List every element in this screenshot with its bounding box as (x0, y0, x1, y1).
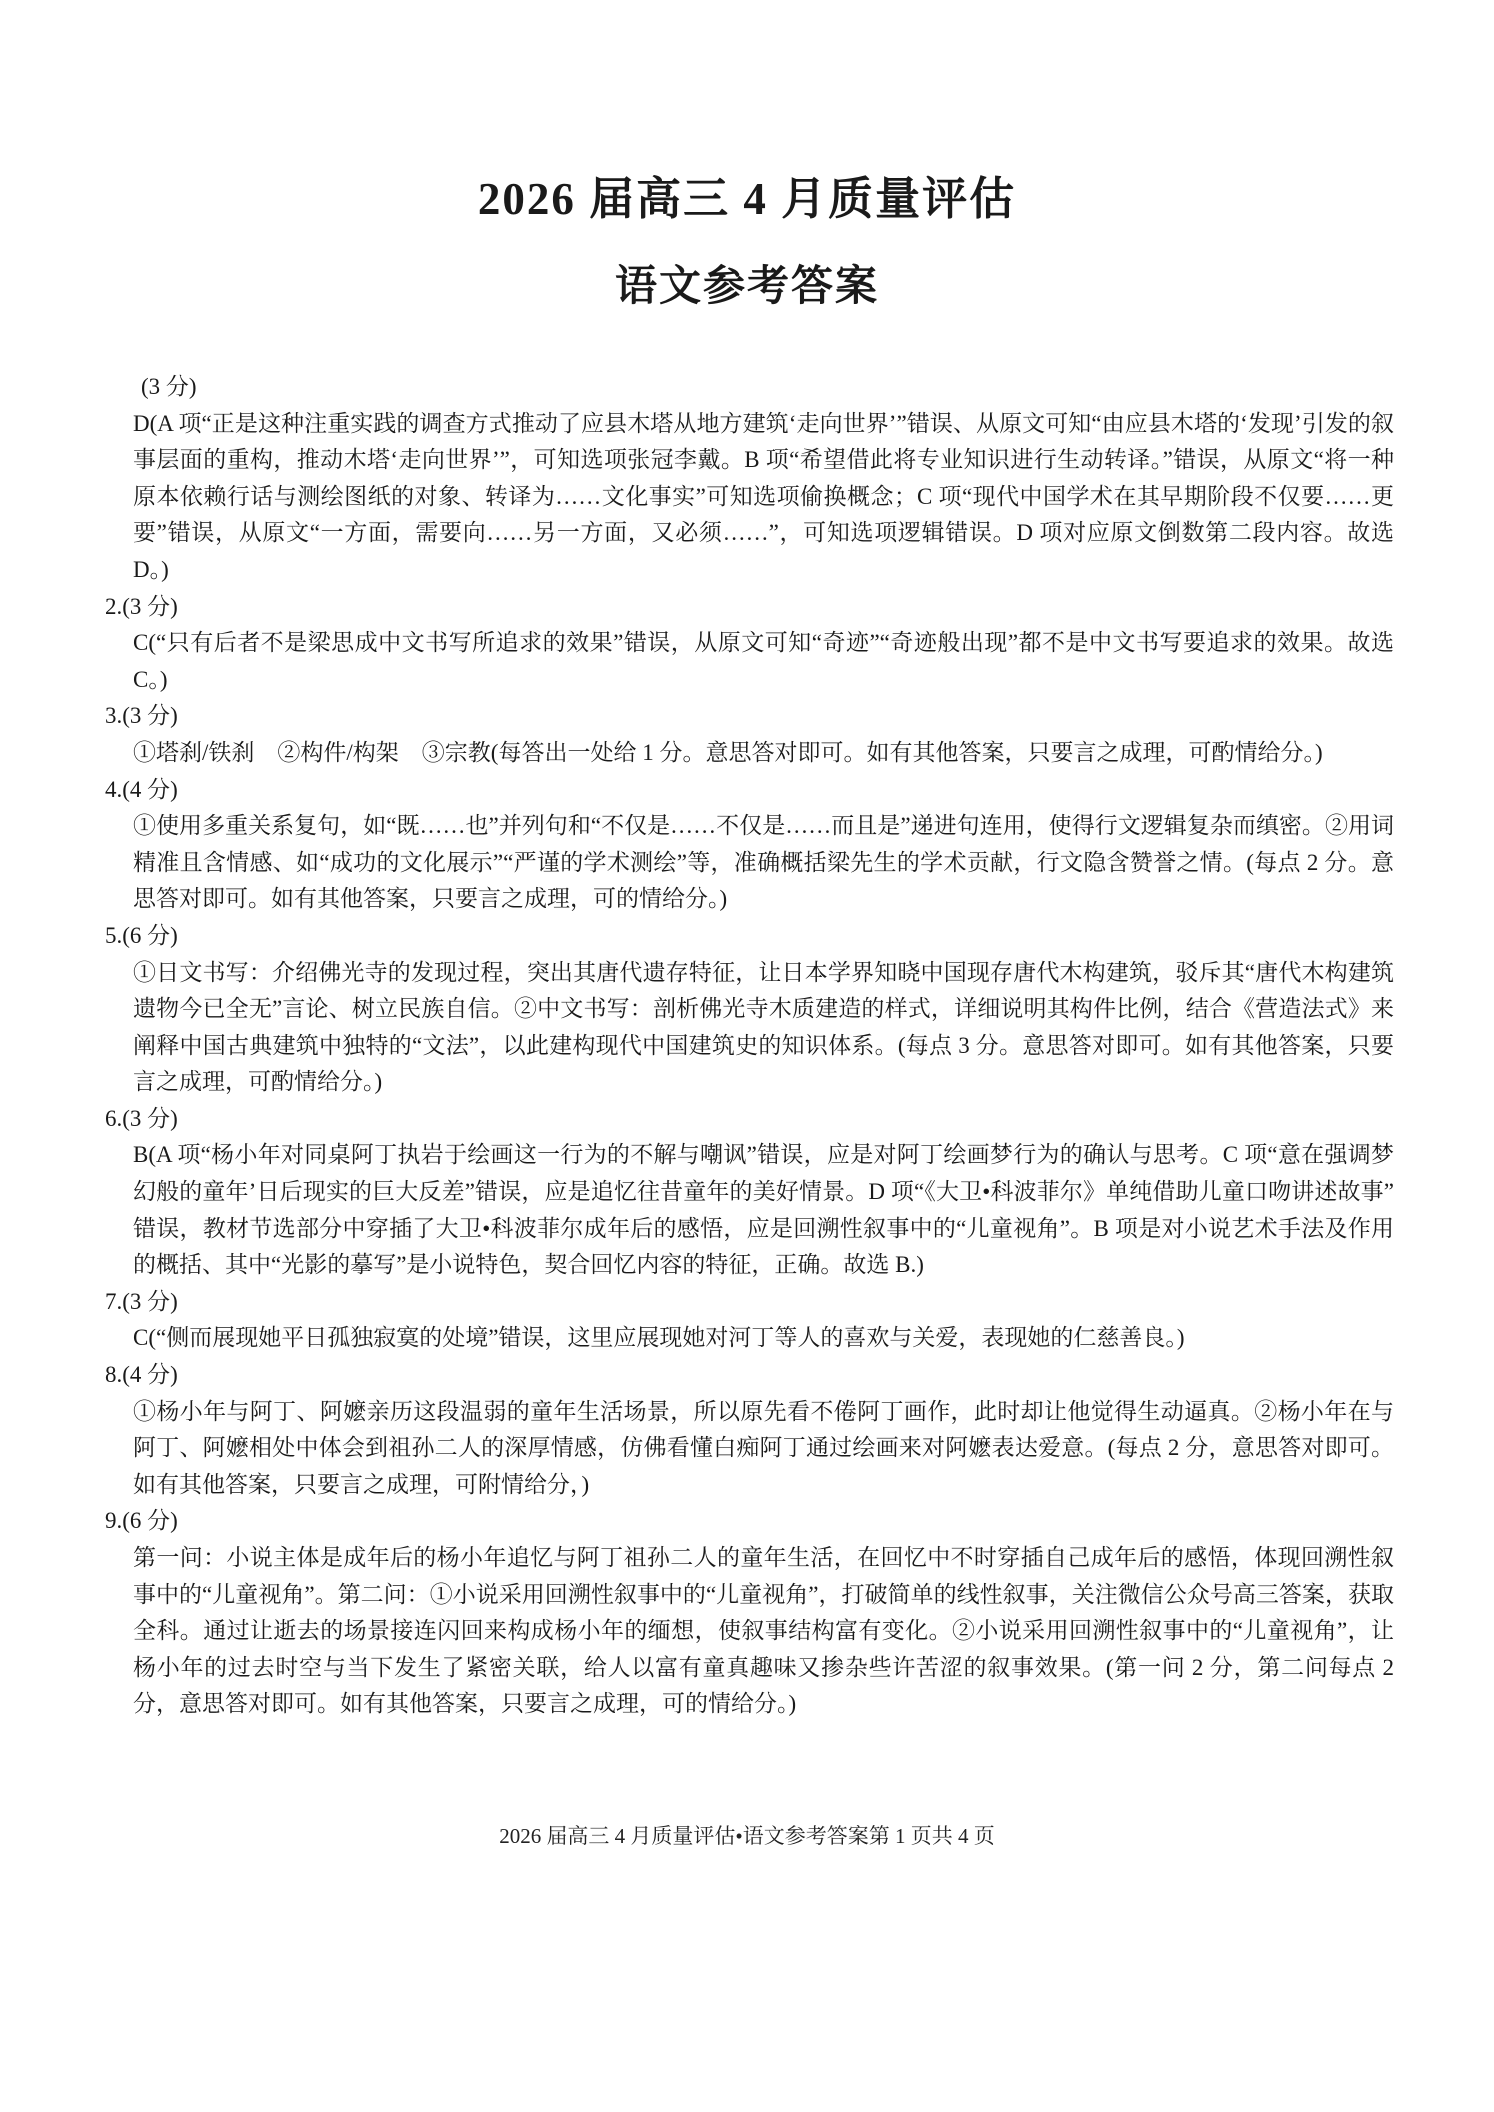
question-score: (3 分) (122, 1105, 178, 1131)
answer-section-7 (105, 1284, 1394, 1357)
section-score-line (105, 698, 1394, 735)
answer-text: C(“侧而展现她平日孤独寂寞的处境”错误，这里应展现她对河丁等人的喜欢与关爱，表现她的仁慈善良。) (133, 1325, 1185, 1351)
question-number: 9. (105, 1508, 123, 1534)
answer-section-4 (105, 772, 1394, 918)
answers-body (0, 369, 1494, 1723)
question-number: 8. (105, 1362, 123, 1388)
section-score-line (105, 918, 1394, 955)
answer-text: B(A 项“杨小年对同桌阿丁执岩于绘画这一行为的不解与嘲讽”错误，应是对阿丁绘画梦行为的确认与思考。C 项“意在强调梦幻般的童年’日后现实的巨大反差”错误，应是追忆往昔童年的美好情景。D 项“《大卫•科波菲尔》单纯借助儿童口吻讲述故事”错误，教材节选部分中穿插了大卫•科波菲尔成年后的感悟，应是回溯性叙事中的“儿童视角”。B 项是对小说艺术手法及作用的概括、其中“光影的摹写”是小说特色，契合回忆内容的特征，正确。故选 B.) (133, 1142, 1394, 1278)
question-score: (4 分) (122, 1362, 178, 1388)
question-score: (3 分) (122, 593, 178, 619)
question-number: 6. (105, 1105, 123, 1131)
question-score: (3 分) (122, 703, 178, 729)
page-title: 2026 届高三 4 月质量评估 (477, 174, 1017, 224)
answer-text: ①杨小年与阿丁、阿嬷亲历这段温弱的童年生活场景，所以原先看不倦阿丁画作，此时却让他觉得生动逼真。②杨小年在与阿丁、阿嬷相处中体会到祖孙二人的深厚情感，仿佛看懂白痴阿丁通过绘画来对阿嬷表达爱意。(每点 2 分，意思答对即可。如有其他答案，只要言之成理，可附情给分，) (133, 1398, 1394, 1497)
section-score-line (105, 1284, 1394, 1321)
question-score: (4 分) (122, 776, 178, 802)
section-score-line (105, 1357, 1394, 1394)
answer-text: D(A 项“正是这种注重实践的调查方式推动了应县木塔从地方建筑‘走向世界’”错误、从原文可知“由应县木塔的‘发现’引发的叙事层面的重构，推动木塔‘走向世界’”，可知选项张冠李戴。B 项“希望借此将专业知识进行生动转译。”错误，从原文“将一种原本依赖行话与测绘图纸的对象、转译为……文化事实”可知选项偷换概念；C 项“现代中国学术在其早期阶段不仅要……更要”错误，从原文“一方面，需要向……另一方面，又必须……”，可知选项逻辑错误。D 项对应原文倒数第二段内容。故选 D。) (133, 410, 1394, 582)
answer-text: ①日文书写：介绍佛光寺的发现过程，突出其唐代遗存特征，让日本学界知晓中国现存唐代木构建筑，驳斥其“唐代木构建筑遗物今已全无”言论、树立民族自信。②中文书写：剖析佛光寺木质建造的样式，详细说明其构件比例，结合《营造法式》来阐释中国古典建筑中独特的“文法”，以此建构现代中国建筑史的知识体系。(每点 3 分。意思答对即可。如有其他答案，只要言之成理，可酌情给分。) (133, 959, 1394, 1095)
question-number: 4. (105, 776, 123, 802)
answer-section-3 (105, 698, 1394, 771)
answer-text: ①使用多重关系复句，如“既……也”并列句和“不仅是……不仅是……而且是”递进句连用，使得行文逻辑复杂而缜密。②用词精准且含情感、如“成功的文化展示”“严谨的学术测绘”等，准确概括梁先生的学术贡献，行文隐含赞誉之情。(每点 2 分。意思答对即可。如有其他答案，只要言之成理，可的情给分。) (133, 813, 1394, 912)
page-footer: 2026 届高三 4 月质量评估•语文参考答案第 1 页共 4 页 (499, 1824, 995, 1848)
question-number: 5. (105, 922, 123, 948)
answer-section-8 (105, 1357, 1394, 1503)
section-score-line (105, 589, 1394, 626)
page-subtitle: 语文参考答案 (614, 264, 879, 310)
question-score: (6 分) (122, 922, 178, 948)
question-number: 3. (105, 703, 123, 729)
answer-section-1 (105, 369, 1394, 589)
question-score: (3 分) (122, 1288, 178, 1314)
answer-section-5 (105, 918, 1394, 1101)
document-header (0, 0, 1494, 313)
answer-section-6 (105, 1101, 1394, 1284)
question-score: (6 分) (122, 1508, 178, 1534)
answer-text: 第一问：小说主体是成年后的杨小年追忆与阿丁祖孙二人的童年生活，在回忆中不时穿插自己成年后的感悟，体现回溯性叙事中的“儿童视角”。第二问：①小说采用回溯性叙事中的“儿童视角”，打破简单的线性叙事，关注微信公众号高三答案，获取全科。通过让逝去的场景接连闪回来构成杨小年的缅想，使叙事结构富有变化。②小说采用回溯性叙事中的“儿童视角”，让杨小年的过去时空与当下发生了紧密关联，给人以富有童真趣味又掺杂些许苦涩的叙事效果。(第一问 2 分，第二问每点 2 分，意思答对即可。如有其他答案，只要言之成理，可的情给分。) (133, 1545, 1394, 1717)
question-number: 7. (105, 1288, 123, 1314)
answer-section-2 (105, 589, 1394, 699)
answer-section-9 (105, 1503, 1394, 1723)
answer-text: C(“只有后者不是梁思成中文书写所追求的效果”错误，从原文可知“奇迹”“奇迹般出现”都不是中文书写要追求的效果。故选 C。) (133, 630, 1394, 692)
section-score-line (105, 1503, 1394, 1540)
section-score-line (105, 369, 1394, 406)
question-number: 2. (105, 593, 123, 619)
section-score-line (105, 772, 1394, 809)
answer-text: ①塔刹/铁刹 ②构件/构架 ③宗教(每答出一处给 1 分。意思答对即可。如有其他答案，只要言之成理，可酌情给分。) (133, 739, 1323, 765)
section-score-line (105, 1101, 1394, 1138)
question-score: (3 分) (141, 374, 197, 399)
